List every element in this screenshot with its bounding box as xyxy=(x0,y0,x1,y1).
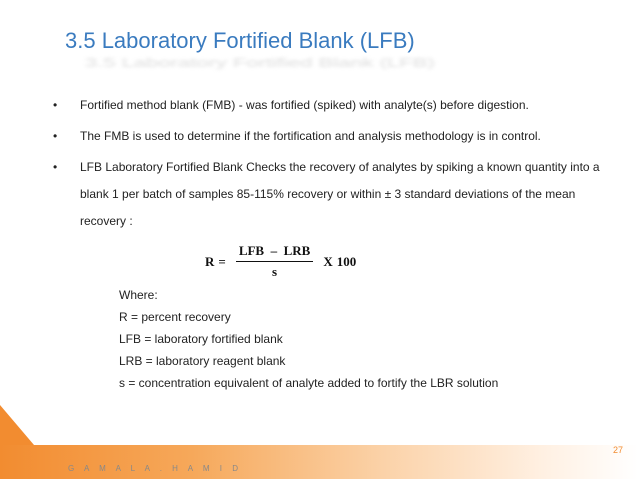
formula-denominator: s xyxy=(272,264,278,279)
formula-times: X xyxy=(323,253,333,269)
bullet-text: Fortified method blank (FMB) - was fortified (spiked) with analyte(s) before digestion. xyxy=(80,98,529,112)
definition-line: LRB = laboratory reagent blank xyxy=(119,354,286,368)
where-heading: Where: xyxy=(119,288,158,302)
bullet-item xyxy=(53,154,613,235)
bullet-marker: • xyxy=(53,98,58,112)
definitions-block xyxy=(119,284,498,394)
bullet-marker: • xyxy=(53,129,58,143)
slide-title: 3.5 Laboratory Fortified Blank (LFB) xyxy=(65,28,415,53)
bullet-item xyxy=(53,123,613,154)
corner-accent xyxy=(0,405,34,445)
formula-factor: 100 xyxy=(336,253,357,269)
title-reflection: 3.5 Laboratory Fortified Blank (LFB) xyxy=(85,55,435,70)
formula-equals: = xyxy=(218,253,226,269)
definition-line: R = percent recovery xyxy=(119,310,231,324)
bullet-text: The FMB is used to determine if the fortification and analysis methodology is in control. xyxy=(80,129,541,143)
formula-lhs: R xyxy=(205,253,215,269)
footer-author: G A M A L A . H A M I D xyxy=(68,464,242,473)
definition-line: s = concentration equivalent of analyte added to fortify the LBR solution xyxy=(119,376,499,390)
title-area xyxy=(65,28,435,70)
page-number: 27 xyxy=(612,445,623,455)
bullet-item xyxy=(53,92,613,123)
formula-fraction xyxy=(236,243,314,280)
bullet-marker: • xyxy=(53,160,58,174)
definition-line: LFB = laboratory fortified blank xyxy=(119,332,283,346)
formula-numerator: LFB – LRB xyxy=(236,243,314,262)
recovery-formula xyxy=(205,243,356,280)
footer-band xyxy=(0,445,638,479)
bullet-list xyxy=(53,92,613,235)
bullet-text: LFB Laboratory Fortified Blank Checks the recovery of analytes by spiking a known quantity into a blank 1 per batch of samples 85-115% recovery or within ± 3 standard deviations of the mean recovery : xyxy=(80,160,600,228)
